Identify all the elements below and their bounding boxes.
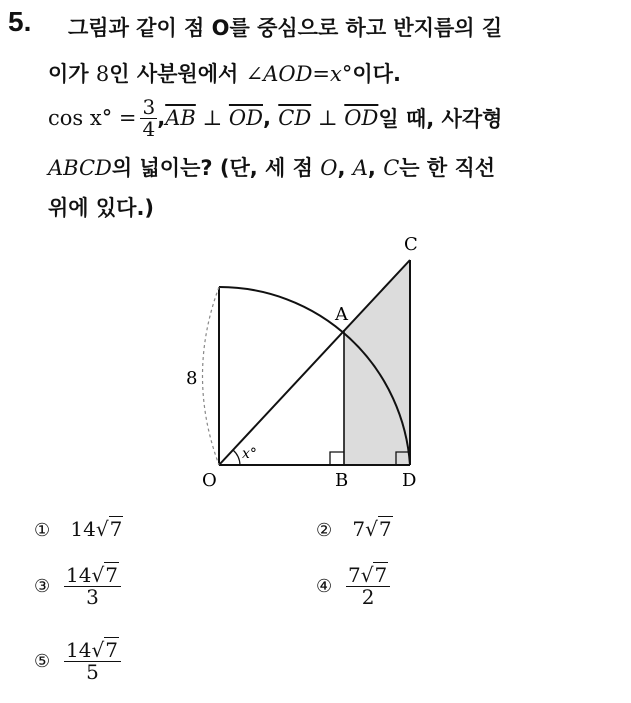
- problem-text-2c: 이다.: [352, 62, 401, 86]
- point-o: O: [320, 156, 338, 180]
- problem-text-4a: 의 넓이는? (단, 세 점: [111, 156, 321, 180]
- quadrilateral-abcd: [344, 260, 410, 465]
- point-c: C: [383, 156, 400, 180]
- choice-fraction: [64, 565, 121, 608]
- cos-fraction-numerator: 3: [142, 94, 156, 119]
- choice-5[interactable]: [34, 640, 121, 683]
- right-angle-b: [330, 452, 344, 465]
- point-a: A: [352, 156, 368, 180]
- segment-od-1: $\overline{OD}$: [228, 106, 263, 130]
- perp-symbol-2: ⊥: [311, 106, 345, 130]
- problem-number: 5.: [8, 6, 32, 37]
- problem-text-5: 위에 있다.): [48, 196, 155, 220]
- choice-1[interactable]: [34, 517, 123, 541]
- choice-mark: ⑤: [34, 651, 51, 672]
- radius-value: 8: [95, 62, 110, 86]
- perp-symbol-1: ⊥: [195, 106, 229, 130]
- choice-mark: ③: [34, 576, 51, 597]
- choice-coef: 7: [352, 517, 366, 541]
- label-angle: x°: [242, 446, 257, 462]
- fraction-denominator: 3: [64, 586, 121, 608]
- choice-4[interactable]: [316, 565, 390, 608]
- label-radius: 8: [186, 368, 198, 389]
- fraction-numerator: 7√7: [348, 563, 388, 587]
- choice-radicand: 7: [378, 517, 392, 541]
- choice-radicand: 7: [109, 517, 123, 541]
- fraction-numerator: 14√7: [66, 563, 118, 587]
- separator-1: ,: [157, 106, 166, 130]
- segment-od-2: $\overline{OD}$: [344, 106, 379, 130]
- choice-mark: ②: [316, 520, 333, 541]
- cos-fraction-denominator: 4: [142, 116, 156, 141]
- problem-text-4b: 는 한 직선: [399, 156, 496, 180]
- fraction-numerator: 14√7: [66, 638, 118, 662]
- label-d: D: [402, 470, 417, 491]
- problem-text-3: 일 때, 사각형: [378, 107, 503, 131]
- fraction-denominator: 5: [64, 661, 121, 683]
- choice-3[interactable]: [34, 565, 121, 608]
- comma-1: ,: [337, 156, 353, 180]
- angle-expression: ∠AOD=x°: [245, 62, 353, 86]
- fraction-denominator: 2: [346, 586, 390, 608]
- segment-cd: $\overline{CD}$: [278, 106, 312, 130]
- label-b: B: [335, 470, 349, 491]
- choice-fraction: [64, 640, 121, 683]
- cos-expression: cos x° =: [48, 106, 137, 130]
- label-o: O: [202, 470, 217, 491]
- label-a: A: [335, 304, 348, 325]
- problem-text-1: 그림과 같이 점 O를 중심으로 하고 반지름의 길: [68, 16, 503, 40]
- problem-text-2b: 인 사분원에서: [109, 62, 246, 86]
- sqrt-symbol: √: [365, 517, 378, 541]
- label-c: C: [404, 234, 418, 255]
- choice-coef: 14: [70, 517, 96, 541]
- problem-text-2a: 이가: [48, 62, 96, 86]
- choice-fraction: [346, 565, 390, 608]
- choice-mark: ④: [316, 576, 333, 597]
- separator-2: ,: [262, 106, 279, 130]
- angle-arc-o: [233, 450, 240, 465]
- sqrt-symbol: √: [95, 517, 109, 541]
- choice-mark: ①: [34, 520, 51, 541]
- choice-2[interactable]: [316, 517, 393, 541]
- segment-ab: $\overline{AB}$: [165, 106, 196, 130]
- quadrilateral-name: ABCD: [48, 156, 112, 180]
- comma-2: ,: [367, 156, 384, 180]
- radius-brace: [203, 287, 220, 465]
